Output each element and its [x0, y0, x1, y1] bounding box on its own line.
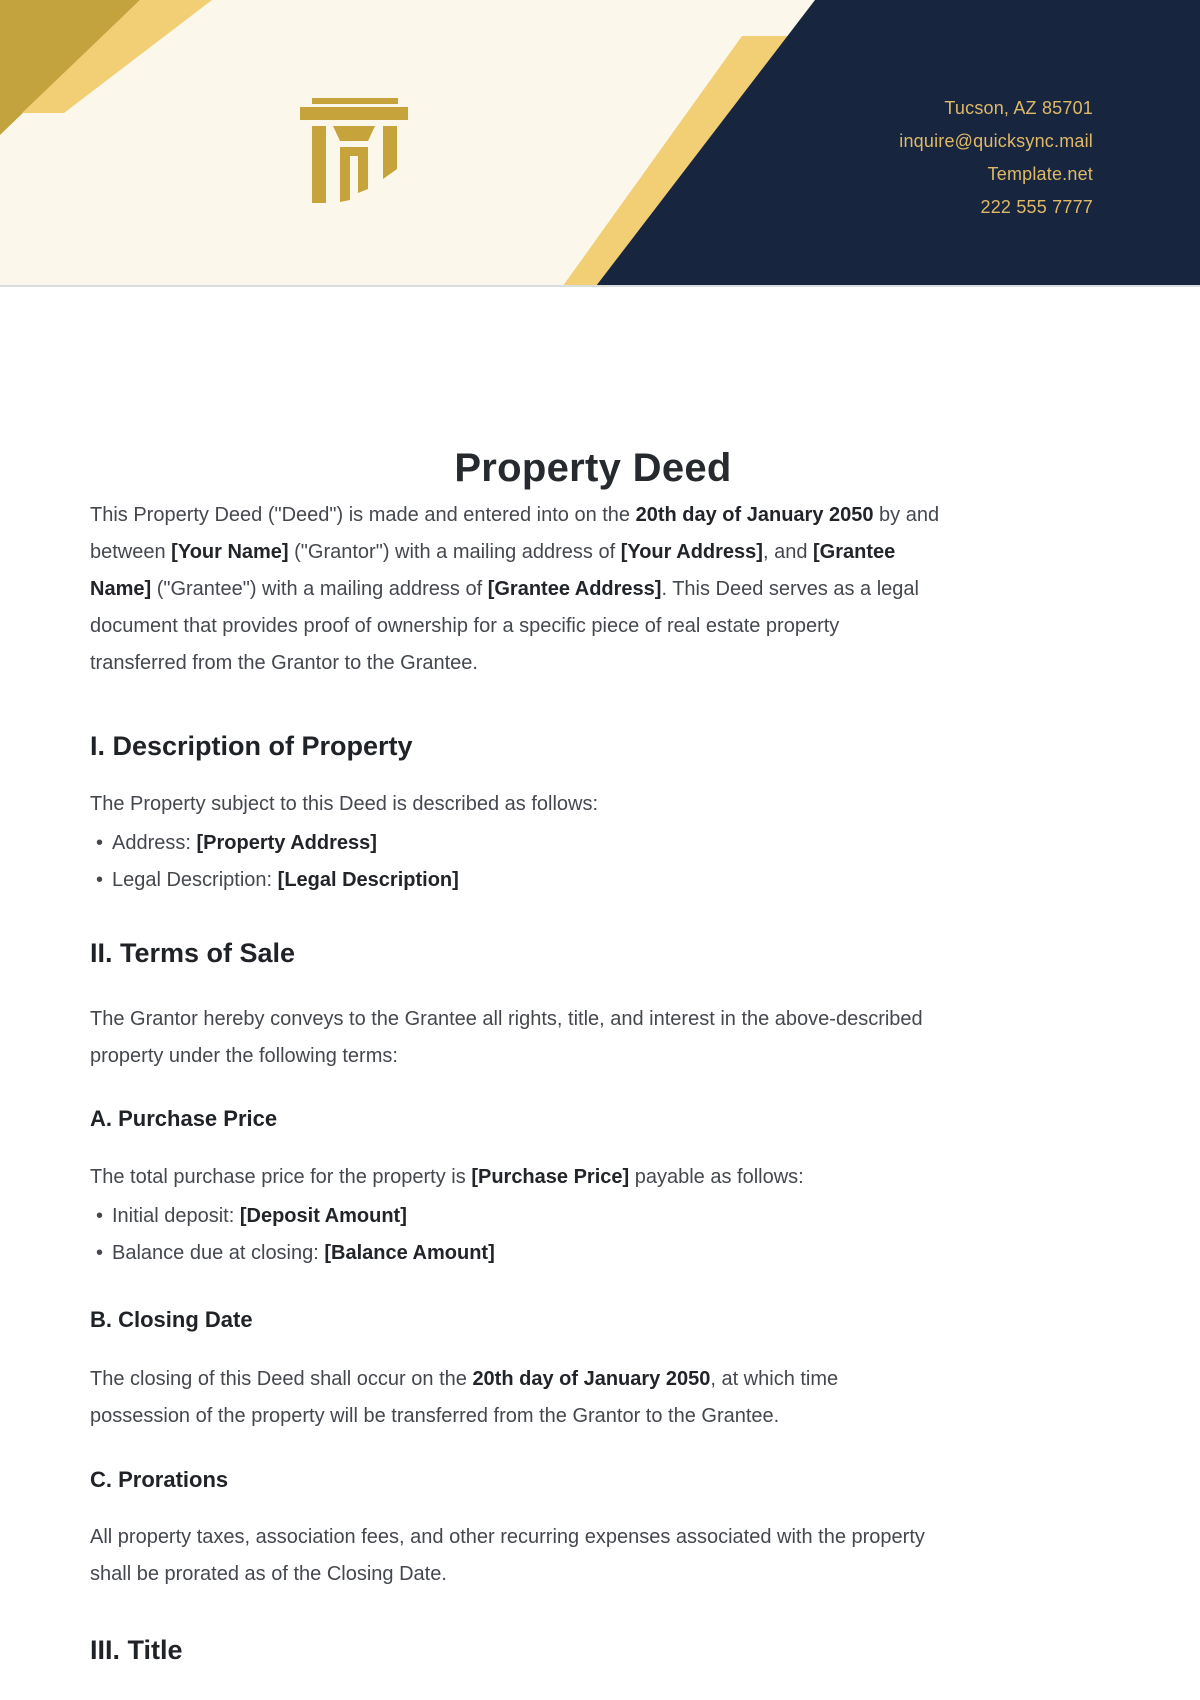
subsection-heading-closing-date: B. Closing Date [90, 1307, 253, 1332]
placeholder-date: 20th day of January 2050 [635, 504, 874, 526]
letterhead [0, 0, 1200, 287]
placeholder-purchase-price: [Purchase Price] [471, 1166, 630, 1188]
list-item-initial-deposit: • Initial deposit: [Deposit Amount] [90, 1198, 1096, 1235]
deed-document [0, 448, 1200, 1667]
placeholder-closing-date: 20th day of January 2050 [472, 1368, 711, 1390]
contact-website: Template.net [987, 164, 1093, 184]
prorations-paragraph: All property taxes, association fees, and other recurring expenses associated with the property shall be prorated as of the Closing Date. [90, 1526, 925, 1585]
intro-paragraph: This Property Deed ("Deed") is made and entered into on the 20th day of January 2050 by and between [Your Name] ("Grantor") with a mailing address of [Your Address], and [Grantee Name] ("Grantee") with a mailing address of [Grantee Address]. This Deed serves as a legal document that provides proof of ownership for a specific piece of real estate property transferred from the Grantor to the Grantee. [90, 504, 940, 674]
section-heading-description-of-property: I. Description of Property [90, 731, 413, 761]
placeholder-your-name: [Your Name] [171, 541, 289, 563]
pillar-logo-icon [300, 98, 408, 204]
purchase-price-lead: The total purchase price for the property is [Purchase Price] payable as follows: [90, 1166, 804, 1188]
section1-lead: The Property subject to this Deed is described as follows: [90, 793, 599, 815]
section2-lead: The Grantor hereby conveys to the Grantee all rights, title, and interest in the above-described property under the following terms: [90, 1008, 923, 1067]
placeholder-grantee-name-cont: Name] [90, 578, 152, 600]
subsection-heading-prorations: C. Prorations [90, 1467, 229, 1492]
subsection-heading-purchase-price: A. Purchase Price [90, 1106, 278, 1131]
placeholder-grantee-name: [Grantee [813, 541, 896, 563]
contact-info [899, 92, 1093, 224]
list-item-address: • Address: [Property Address] [90, 825, 1096, 862]
placeholder-property-address: [Property Address] [196, 832, 377, 854]
payment-terms-list [90, 1198, 1096, 1272]
placeholder-your-address: [Your Address] [620, 541, 763, 563]
page-title: Property Deed [454, 446, 732, 490]
list-item-balance-due: • Balance due at closing: [Balance Amount] [90, 1235, 1096, 1272]
property-details-list [90, 825, 1096, 899]
contact-address: Tucson, AZ 85701 [944, 98, 1093, 118]
closing-date-paragraph: The closing of this Deed shall occur on the 20th day of January 2050, at which time possession of the property will be transferred from the Grantor to the Grantee. [90, 1368, 839, 1427]
placeholder-grantee-address: [Grantee Address] [487, 578, 662, 600]
section-heading-terms-of-sale: II. Terms of Sale [90, 938, 296, 968]
list-item-legal-description: • Legal Description: [Legal Description] [90, 862, 1096, 899]
contact-email: inquire@quicksync.mail [899, 131, 1093, 151]
placeholder-balance-amount: [Balance Amount] [324, 1242, 495, 1264]
placeholder-deposit-amount: [Deposit Amount] [239, 1205, 407, 1227]
contact-phone: 222 555 7777 [980, 197, 1093, 217]
placeholder-legal-description: [Legal Description] [277, 869, 459, 891]
section-heading-title: III. Title [90, 1635, 183, 1665]
